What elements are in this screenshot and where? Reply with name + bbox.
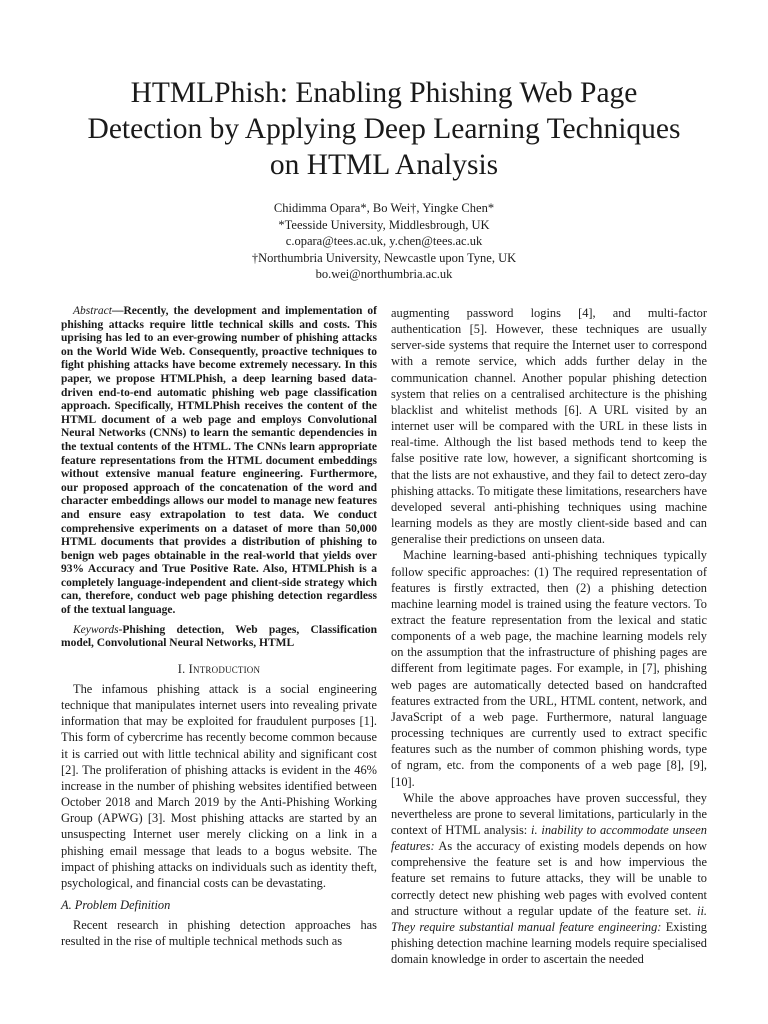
affiliation-1: *Teesside University, Middlesbrough, UK: [278, 217, 490, 232]
emphasis-text: i. inability to accommodate unseen features:: [391, 823, 707, 854]
section-heading-introduction: I. Introduction: [177, 661, 261, 676]
abstract-label: Abstract: [73, 305, 112, 317]
problem-paragraph: Recent research in phishing detection approaches has resulted in the rise of multiple technical methods such as: [61, 918, 377, 949]
author-block: [60, 200, 708, 283]
keywords-label: Keywords: [73, 623, 119, 636]
email-2: bo.wei@northumbria.ac.uk: [315, 267, 453, 281]
keywords: [61, 624, 377, 651]
email-1: c.opara@tees.ac.uk, y.chen@tees.ac.uk: [285, 234, 483, 248]
abstract: [61, 305, 377, 618]
abstract-text: —Recently, the development and implementation of phishing attacks require little technical skills and costs. This uprising has led to an ever-growing number of phishing attacks on the World Wide Web. Consequently, proactive techniques to fight phishing attacks have become extremely necessary. In this paper, we propose HTMLPhish, a deep learning based data-driven end-to-end automatic phishing web page classification approach. Specifically, HTMLPhish receives the content of the HTML document of a web page and employs Convolutional Neural Networks (CNNs) to learn the semantic dependencies in the textual contents of the HTML. The CNNs learn appropriate feature representations from the HTML document embeddings without extensive manual feature engineering. Furthermore, our proposed approach of the concatenation of the word and character embeddings allows our model to manage new features and ensure easy extrapolation to test data. We conduct comprehensive experiments on a dataset of more than 50,000 HTML documents that provides a distribution of phishing to benign web pages obtainable in the real-world that yields over 93% Accuracy and True Positive Rate. Also, HTMLPhish is a completely language-independent and client-side strategy which can, therefore, conduct web page phishing detection regardless of the textual language.: [61, 305, 377, 617]
body-paragraph: [391, 790, 707, 968]
body-paragraph: augmenting password logins [4], and multi-factor authentication [5]. However, these techniques are usually server-side systems that require the Internet user to correspond with a remote service, which adds further delay in the communication channel. Another popular phishing detection system that relies on a centralised architecture is the phishing blacklist and whitelist methods [6]. A URL visited by an internet user will be compared with the URL in these lists in real-time. Although the list based methods tend to keep the false positive rate low, however, a significant shortcoming is that the lists are not exhaustive, and they fail to detect zero-day phishing attacks. To mitigate these limitations, researchers have developed several anti-phishing techniques using machine learning models as they are mostly client-side based and can generalise their predictions on unseen data.: [391, 306, 707, 547]
body-paragraph: Machine learning-based anti-phishing techniques typically follow specific approaches: (1) The required representation of features is firstly extracted, then (2) a phishing detection machine learning model is trained using the feature vectors. To extract the feature representation from the lexical and static components of a web page, the machine learning models rely on the assumption that the infrastructure of phishing pages are different from legitimate pages. For example, in [7], phishing web pages are automatically detected based on handcrafted features extracted from the URL, HTML content, network, and JavaScript of a web page. Furthermore, natural language processing techniques are currently used to extract specific features such as the number of common phishing words, type of ngram, etc. from the components of a web page [8], [9], [10].: [391, 548, 707, 789]
title-line: HTMLPhish: Enabling Phishing Web Page: [130, 77, 638, 109]
body-text: As the accuracy of existing models depends on how comprehensive the feature set is and how impervious the feature set remains to future attacks, they will be unable to correctly detect new phishing web pages with evolved content and structure without a regular update of the feature set.: [391, 839, 707, 918]
affiliation-2: †Northumbria University, Newcastle upon Tyne, UK: [251, 250, 517, 265]
emphasis-text: ii. They require substantial manual feature engineering:: [391, 903, 707, 934]
subsection-heading-problem-definition: A. Problem Definition: [61, 898, 171, 913]
paper-title: [40, 75, 728, 183]
left-column: [61, 305, 377, 950]
right-column: [391, 305, 707, 967]
body-text: While the above approaches have proven successful, they nevertheless are prone to several limitations, particularly in the context of HTML analysis:: [391, 790, 707, 837]
keywords-text: -Phishing detection, Web pages, Classification model, Convolutional Neural Networks, HTML: [61, 623, 377, 650]
title-line: on HTML Analysis: [269, 149, 499, 181]
body-text: Existing phishing detection machine learning models require specialised domain knowledge in order to ascertain the needed: [391, 919, 707, 967]
intro-paragraph: The infamous phishing attack is a social engineering technique that manipulates internet users into revealing private information that may be exploited for fraudulent purposes [1]. This form of cybercrime has recently become common because it is carried out with little technical ability and significant cost [2]. The proliferation of phishing attacks is evident in the 46% increase in the number of phishing websites identified between October 2018 and March 2019 by the Anti-Phishing Working Group (APWG) [3]. Most phishing attacks are started by an unsuspecting Internet user merely clicking on a link in a phishing email message that leads to a bogus website. The impact of phishing attacks on individuals such as identity theft, psychological, and financial costs can be devastating.: [61, 682, 377, 890]
title-line: Detection by Applying Deep Learning Techniques: [87, 113, 681, 145]
author-names: Chidimma Opara*, Bo Wei†, Yingke Chen*: [273, 201, 495, 215]
